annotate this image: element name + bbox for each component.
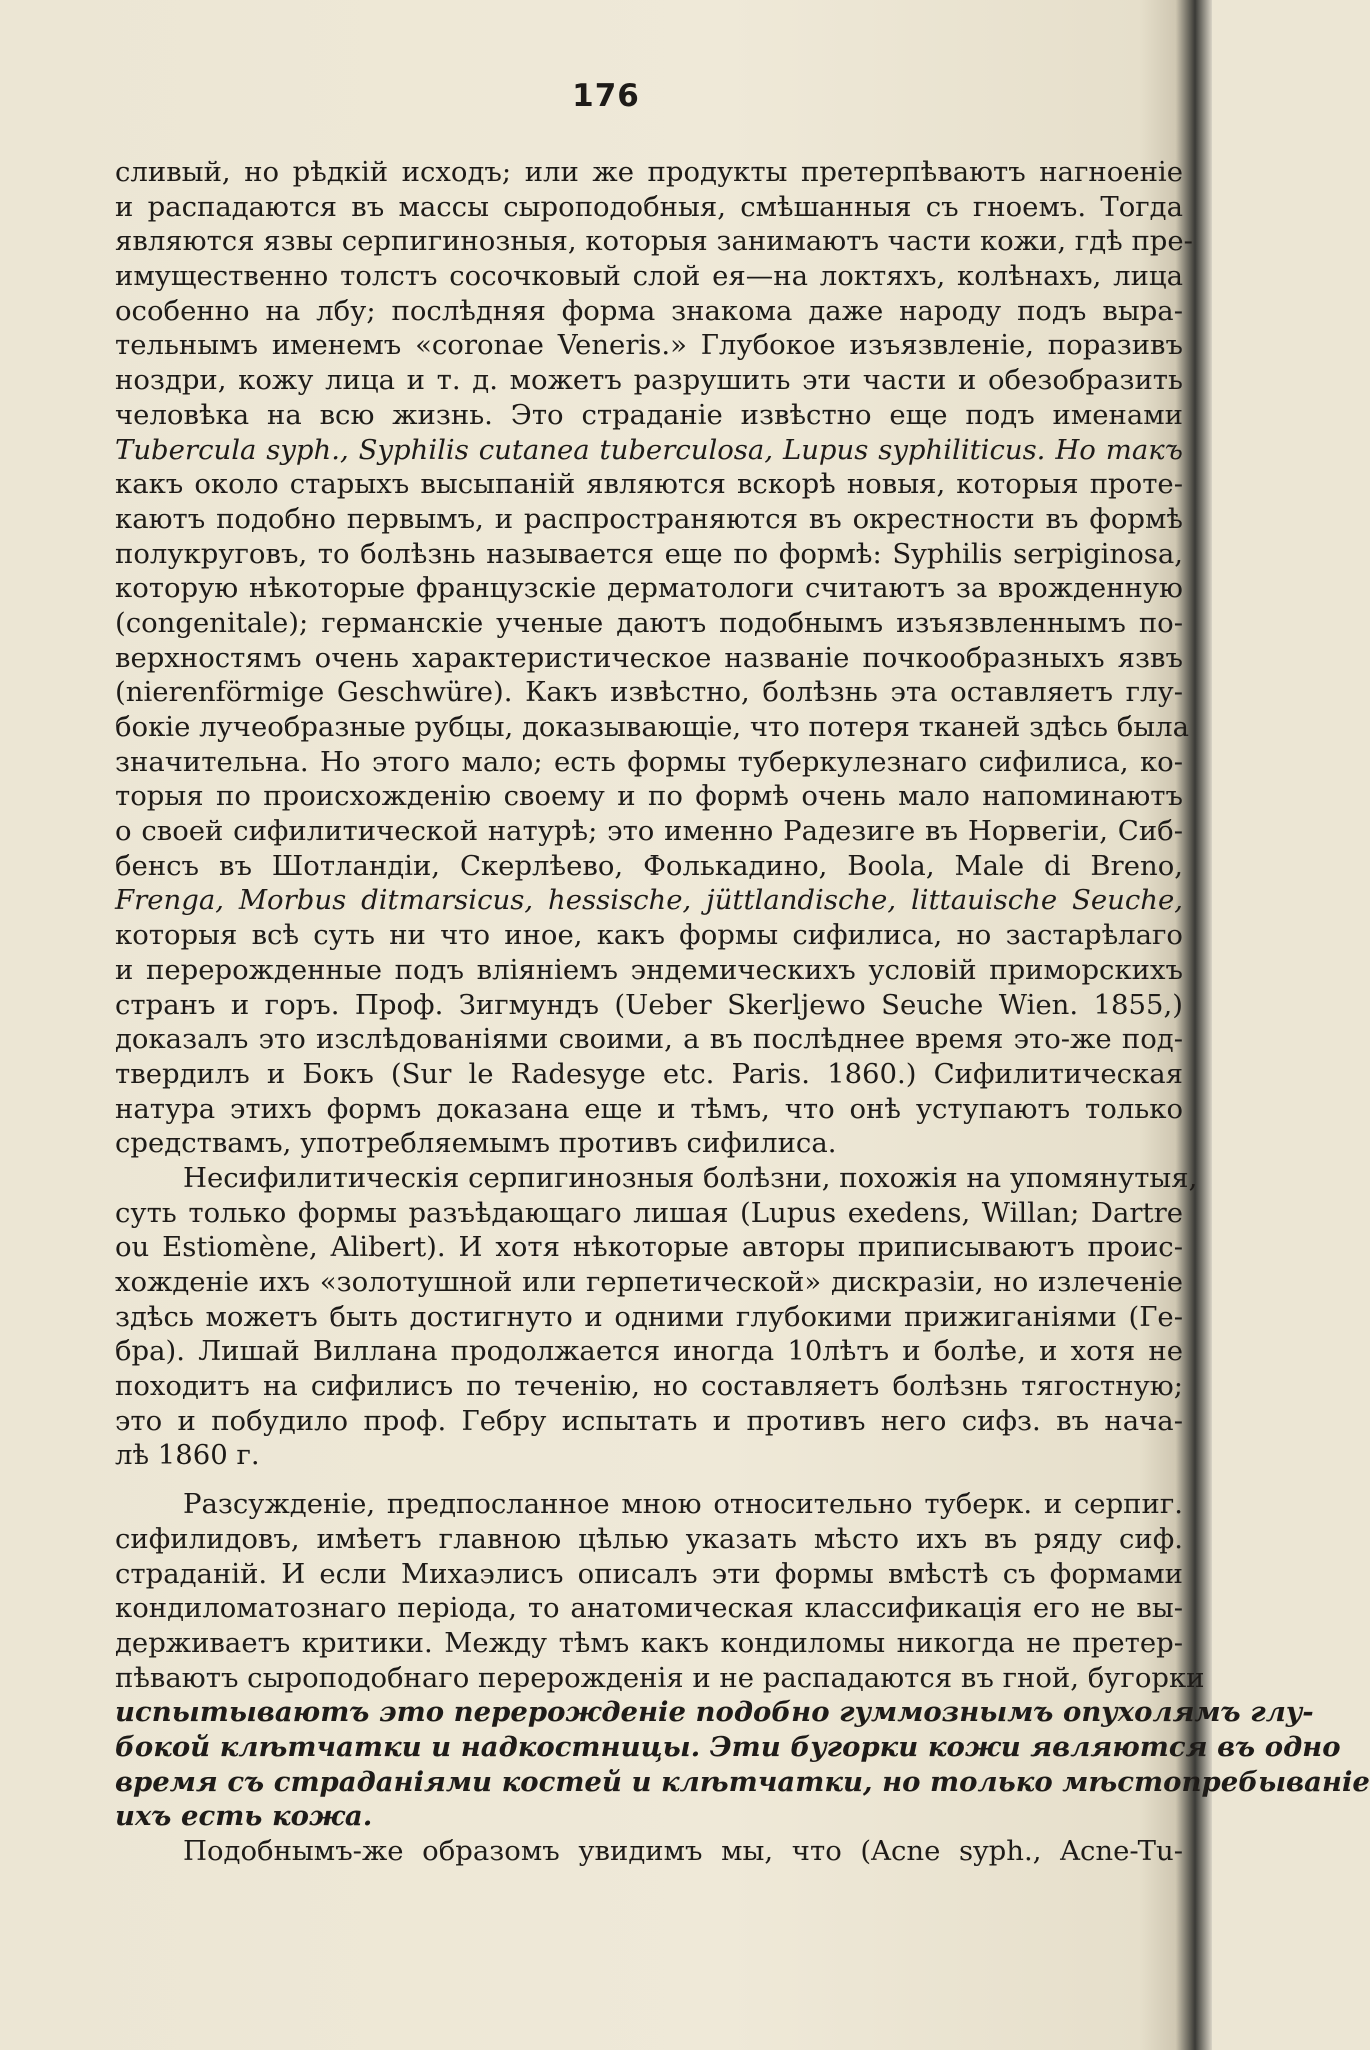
text-line: бокіе лучеобразные рубцы, доказывающіе, что потеря тканей здѣсь была xyxy=(115,711,1190,743)
text-line: бра). Лишай Виллана продолжается иногда 10лѣтъ и болѣе, и хотя не xyxy=(115,1335,1183,1368)
text-line: верхностямъ очень характеристическое названіе почкообразныхъ язвъ xyxy=(115,641,1183,674)
text-line: каютъ подобно первымъ, и распространяются въ окрестности въ формѣ xyxy=(115,502,1183,535)
text-line: Разсужденіе, предпосланное мною относительно туберк. и серпиг. xyxy=(183,1488,1183,1521)
text-line: кондиломатознаго періода, то анатомическая классификація его не вы- xyxy=(115,1592,1183,1625)
text-line: особенно на лбу; послѣдняя форма знакома даже народу подъ выра- xyxy=(115,294,1183,327)
text-line: бокой клѣтчатки и надкостницы. Эти бугорки кожи являются въ одно xyxy=(115,1730,1341,1763)
text-line: время съ страданіями костей и клѣтчатки, но только мѣстопребываніе xyxy=(115,1765,1370,1798)
text-line: доказалъ это изслѣдованіями своими, а въ послѣднее время это-же под- xyxy=(115,1023,1183,1056)
text-line: страданій. И если Михаэлисъ описалъ эти формы вмѣстѣ съ формами xyxy=(115,1557,1183,1590)
text-line: держиваетъ критики. Между тѣмъ какъ кондиломы никогда не претер- xyxy=(115,1626,1183,1659)
text-line: полукруговъ, то болѣзнь называется еще по формѣ: Syphilis serpiginosa, xyxy=(115,537,1183,570)
text-line: человѣка на всю жизнь. Это страданіе извѣстно еще подъ именами xyxy=(115,398,1183,431)
text-line: средствамъ, употребляемымъ противъ сифилиса. xyxy=(115,1127,837,1160)
text-line: бенсъ въ Шотландіи, Скерлѣево, Фолькадино, Boola, Male di Breno, xyxy=(115,849,1183,882)
text-line: которую нѣкоторые французскіе дерматологи считаютъ за врожденную xyxy=(115,572,1183,605)
page-text xyxy=(115,155,1370,1869)
text-line: натура этихъ формъ доказана еще и тѣмъ, что онѣ уступаютъ только xyxy=(115,1092,1183,1125)
text-line: ноздри, кожу лица и т. д. можетъ разрушить эти части и обезобразить xyxy=(115,364,1183,397)
text-line: являются язвы серпигинозныя, которыя занимаютъ части кожи, гдѣ пре- xyxy=(115,225,1193,258)
text-line: Frenga, Morbus ditmarsicus, hessische, jüttlandische, littauische Seuche, xyxy=(115,884,1183,917)
text-line: и распадаются въ массы сыроподобныя, смѣшанныя съ гноемъ. Тогда xyxy=(115,190,1183,223)
page-number: 176 xyxy=(572,78,640,114)
text-line: о своей сифилитической натурѣ; это именно Радезиге въ Норвегіи, Сиб- xyxy=(115,815,1183,848)
text-line: суть только формы разъѣдающаго лишая (Lupus exedens, Willan; Dartre xyxy=(115,1196,1183,1229)
text-line: и перерожденные подъ вліяніемъ эндемическихъ условій приморскихъ xyxy=(115,953,1183,986)
text-line: Tubercula syph., Syphilis cutanea tuberculosa, Lupus syphiliticus. Но такъ xyxy=(115,433,1183,466)
text-line: ихъ есть кожа. xyxy=(115,1800,373,1833)
text-line: сифилидовъ, имѣетъ главною цѣлью указать мѣсто ихъ въ ряду сиф. xyxy=(115,1522,1183,1555)
text-line: какъ около старыхъ высыпаній являются вскорѣ новыя, которыя проте- xyxy=(115,468,1183,501)
text-line: торыя по происхожденію своему и по формѣ очень мало напоминаютъ xyxy=(115,780,1183,813)
text-line: Подобнымъ-же образомъ увидимъ мы, что (Acne syph., Acne-Tu- xyxy=(183,1835,1183,1867)
text-line: тельнымъ именемъ «coronae Veneris.» Глубокое изъязвленіе, поразивъ xyxy=(115,329,1183,362)
text-line: (congenitale); германскіе ученые даютъ подобнымъ изъязвленнымъ по- xyxy=(115,606,1183,639)
text-line: Несифилитическія серпигинозныя болѣзни, похожія на упомянутыя, xyxy=(183,1161,1198,1194)
text-line: это и побудило проф. Гебру испытать и противъ него сифз. въ нача- xyxy=(115,1404,1183,1437)
text-line: походитъ на сифилисъ по теченію, но составляетъ болѣзнь тягостную; xyxy=(115,1370,1183,1403)
text-line: твердилъ и Бокъ (Sur le Radesyge etc. Paris. 1860.) Сифилитическая xyxy=(115,1057,1183,1090)
text-line: пѣваютъ сыроподобнаго перерожденія и не распадаются въ гной, бугорки xyxy=(115,1661,1205,1694)
text-line: хожденіе ихъ «золотушной или герпетической» дискразіи, но излеченіе xyxy=(115,1266,1183,1298)
text-line: сливый, но рѣдкій исходъ; или же продукты претерпѣваютъ нагноеніе xyxy=(115,156,1183,188)
text-line: (nierenförmige Geschwüre). Какъ извѣстно, болѣзнь эта оставляетъ глу- xyxy=(115,676,1183,709)
paragraph-gap xyxy=(115,1473,1183,1487)
text-line: которыя всѣ суть ни что иное, какъ формы сифилиса, но застарѣлаго xyxy=(115,919,1183,952)
text-line: испытываютъ это перерожденіе подобно гуммознымъ опухолямъ глу- xyxy=(115,1696,1314,1729)
text-line: лѣ 1860 г. xyxy=(115,1439,260,1472)
text-line: ou Estiomène, Alibert). И хотя нѣкоторые авторы приписываютъ проис- xyxy=(115,1231,1183,1264)
text-line: странъ и горъ. Проф. Зигмундъ (Ueber Skerljewo Seuche Wien. 1855,) xyxy=(115,988,1183,1021)
text-line: имущественно толстъ сосочковый слой ея—на локтяхъ, колѣнахъ, лица xyxy=(115,260,1183,293)
text-line: значительна. Но этого мало; есть формы туберкулезнаго сифилиса, ко- xyxy=(115,745,1183,778)
text-line: здѣсь можетъ быть достигнуто и одними глубокими прижиганіями (Ге- xyxy=(115,1300,1183,1333)
